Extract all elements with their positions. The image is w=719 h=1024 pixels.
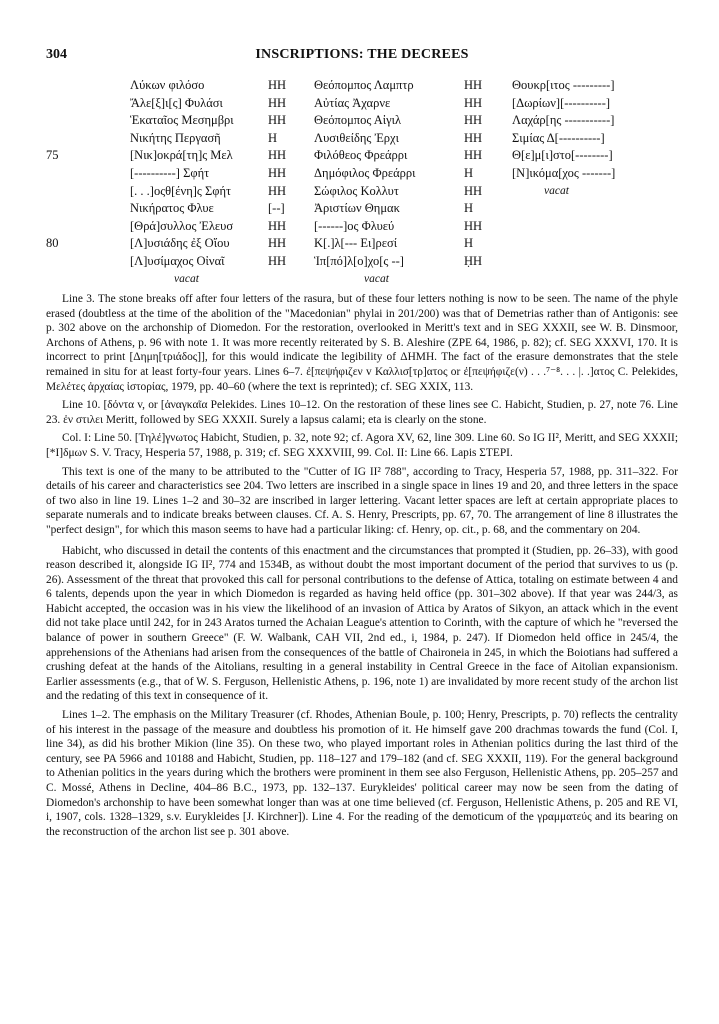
amount-col2: HH xyxy=(464,78,483,92)
vacat-col2: vacat xyxy=(364,272,389,285)
name-col2: Σώφιλος Κολλυτ xyxy=(314,183,399,198)
line-number: 75 xyxy=(46,148,59,163)
amount-col1: H xyxy=(268,130,278,145)
amount-col1: HH xyxy=(268,218,287,233)
name-col1: Νικήτης Περγασῆ xyxy=(130,130,221,145)
amount-col1: HH xyxy=(268,253,287,268)
name-col2: Θεόπομπος Αἰγιλ xyxy=(314,113,402,128)
name-col3: [Ν]ικόμα[χος -------] xyxy=(512,165,616,180)
name-col1: Νικήρατος Φλυε xyxy=(130,201,214,216)
amount-col2: H xyxy=(464,165,474,180)
inscription-row xyxy=(46,130,678,148)
amount-col2: HH xyxy=(464,95,483,110)
line-number: 80 xyxy=(46,236,59,251)
amount-col2: HH xyxy=(464,183,483,198)
name-col3: Θ[ε]μ[ι]στο[--------] xyxy=(512,148,613,163)
name-col2: Κ[.]λ[--- Ει]ρεσί xyxy=(314,236,398,251)
commentary-paragraph: Line 10. [δόντα v, or [ἀναγκαῖα Pelekides. Lines 10–12. On the restoration of these lines see C. Habicht, Studien, p. 27, note 76. Line 23. ἐν στιλει Meritt, followed by SEG XXXII. Surely a lapsus calami; eta is clearly on the stone. xyxy=(46,399,678,426)
name-col2: Θεόπομπος Λαμπτρ xyxy=(314,78,414,92)
inscription-row xyxy=(46,112,678,130)
amount-col2: ḤH xyxy=(464,253,483,268)
amount-col2: HH xyxy=(464,218,483,233)
amount-col2: H xyxy=(464,201,474,216)
amount-col1: HH xyxy=(268,78,287,92)
page-number: 304 xyxy=(46,47,67,62)
inscription-row xyxy=(46,147,678,165)
vacat-col1: vacat xyxy=(174,272,199,285)
name-col1: [Λ]υσίμαχος Οἰναῖ xyxy=(130,253,225,268)
inscription-row xyxy=(46,183,678,201)
name-col1: [Νικ]οκρά[τη]ς Μελ xyxy=(130,148,233,163)
amount-col1: [--] xyxy=(268,201,285,216)
name-col2: [------]ος Φλυεύ xyxy=(314,218,395,233)
commentary-paragraph: This text is one of the many to be attributed to the "Cutter of IG II² 788", according to Tracy, Hesperia 57, 1988, pp. 311–322. For details of his career and characteristics see 204. Two letters are inscribed in a single space in lines 19 and 20, and three letters in the space of two also in line 19. Lines 1–2 and 30–32 are inscribed in larger lettering. Vacant letter spaces are left at certain appropriate places to separate numerals and to indicate breaks between clauses. Cf. A. S. Henry, Prescripts, pp. 67, 70. The arrangement of line 8 illustrates the "perfect design", for which this mason seems to have had a particular liking: cf. Henry, op. cit., p. 68, and the commentary on 204. xyxy=(46,465,678,536)
amount-col2: HH xyxy=(464,148,483,163)
name-col2: Δημόφιλος Φρεάρρι xyxy=(314,165,416,180)
name-col2: Ἀριστίων Θημακ xyxy=(314,201,400,216)
name-col1: Ἄλε[ξ]ι[ς] Φυλάσι xyxy=(130,95,223,110)
commentary-paragraph: Habicht, who discussed in detail the contents of this enactment and the circumstances that prompted it (Studien, pp. 26–33), with good reason described it, alongside IG II², 774 and 1534B, as without doubt the most important document of the period that survives to us (p. 26). Assessment of the threat that provoked this call for personal contributions to the defense of Attica, totaling on estimate between 4 and 6 talents, depends upon the year in which Diomedon is regarded as having held office (pp. 301–302 above). If that year was 244/3, as Habicht accepted, the occasion was in his view the likelihood of an invasion of Attica by Aratos of Sikyon, an attack which in the event did not take place until 242, for in 243 Aratos turned the Achaian League's attention to Corinth, with the capture of which he "reversed the balance of power in southern Greece" (F. W. Walbank, CAH VII, 2nd ed., i, 1984, p. 247). If Diomedon held office in 245/4, the apprehensions of the Athenians had arisen from the consequences of the battle of Chaironeia in 245, in which the Boiotians had suffered a crushing defeat at the hands of the Aitolians, resulting in a general instability in Central Greece in the face of Aitolian expansionism. Earlier assessments (e.g., that of W. S. Ferguson, Hellenistic Athens, p. 196, note 1) are invalidated by more recent study of the archon list and the redating of this text in consequence of it. xyxy=(46,544,678,703)
inscription-row xyxy=(46,218,678,236)
amount-col1: HH xyxy=(268,113,287,128)
inscription-text xyxy=(46,77,678,285)
name-col1: [. . .]οςθ[ένη]ς Σφήτ xyxy=(130,183,232,198)
inscription-row xyxy=(46,235,678,253)
amount-col2: HH xyxy=(464,130,483,145)
amount-col1: HH xyxy=(268,165,287,180)
commentary-paragraph: Line 3. The stone breaks off after four letters of the rasura, but of these four letters nothing is now to be seen. The name of the phyle erased (doubtless at the time of the abolition of the "Macedonian" phylai in 201/200) was that of Demetrias rather than of Antigonis: see p. 302 above on the archonship of Diomedon. For the restoration, overlooked in Meritt's text and in SEG XXXII, see W. B. Dinsmoor, Archons of Athens, p. 96 with note 1. It was more recently reiterated by S. B. Aleshire (ZPE 64, 1986, p. 82); cf. SEG XXXVI, 170. It is incorrect to print [Δημη[τριάδος]], for this would indicate the legibility of ΔΗΜΗ. The fact of the erasure demonstrates that the stele remained in situ for at least forty-four years. Lines 6–7. ἐ[πεψήφιζεν v Καλλισ[τρ]ατος or ἐ[πεψήφιζε(ν) . . .⁷⁻⁸. . . |. .]ατος C. Pelekides, Μελέτες ἀρχαίας ἱστορίας, 1979, pp. 40–60 (where the text is reprinted); cf. SEG XXIX, 113. xyxy=(46,293,678,393)
inscription-row xyxy=(46,165,678,183)
inscription-row xyxy=(46,77,678,95)
name-col3: Σιμίας Δ[----------] xyxy=(512,130,605,145)
amount-col1: HH xyxy=(268,183,287,198)
name-col1: [Θρά]συλλος Ἐλευσ xyxy=(130,218,234,233)
inscription-row xyxy=(46,95,678,113)
name-col1: Λύκων φιλόσο xyxy=(130,78,205,92)
inscription-row xyxy=(46,253,678,271)
amount-col2: HH xyxy=(464,113,483,128)
commentary-paragraph: Col. I: Line 50. [Τηλέ]γνωτος Habicht, Studien, p. 32, note 92; cf. Agora XV, 62, line 309. Line 60. So IG II², Meritt, and SEG XXXII; [*Ι]δμων S. V. Tracy, Hesperia 57, 1988, p. 319; cf. SEG XXXVIII, 99. Col. II: Line 66. Lapis ΣΤΕΡΙ. xyxy=(46,432,678,459)
inscription-row xyxy=(46,200,678,218)
name-col1: [----------] Σφήτ xyxy=(130,165,210,180)
inscription-row xyxy=(46,271,678,289)
name-col1: [Λ]υσιάδης ἐξ Οἴου xyxy=(130,236,230,251)
name-col3: [Δωρίων][----------] xyxy=(512,95,611,110)
name-col2: Ἱπ[πό]λ[ο]χο[ς --] xyxy=(314,253,404,268)
vacat-col3: vacat xyxy=(544,184,569,197)
amount-col1: HH xyxy=(268,148,287,163)
commentary xyxy=(46,292,678,843)
name-col1: Ἑκαταῖος Μεσημβρι xyxy=(130,113,234,128)
running-head xyxy=(46,47,678,63)
name-col3: Λαχάρ[ης -----------] xyxy=(512,113,615,128)
page-title: INSCRIPTIONS: THE DECREES xyxy=(255,47,469,62)
commentary-paragraph: Lines 1–2. The emphasis on the Military Treasurer (cf. Rhodes, Athenian Boule, p. 100; Henry, Prescripts, p. 70) reflects the centrality of his interest in the passage of the measure and doubtless his promotion of it. He himself gave 200 drachmas towards the fund (Col. I, line 34), as did his brother Mikion (line 35). On these two, who played important roles in Athenian politics during the last third of the century, see PA 5966 and 10188 and Habicht, Studien, pp. 118–127 and 179–182 (and cf. SEG XXXII, 119). For the general background to Athenian politics in the years during which the brothers were prominent in them see also Ferguson, Hellenistic Athens, pp. 205–257 and C. Mossé, Athens in Decline, 404–86 B.C., 1973, pp. 132–137. Eurykleides' political career may now be seen from the dating of Diomedon's archonship to have been somewhat longer than was at one time believed (cf. Ferguson, Hellenistic Athens, p. 205 and RE VI, i, 1907, cols. 1328–1329, s.v. Eurykleides [J. Kirchner]). Line 4. For the reading of the demoticum of the γραμματεύς and its bearing on the reconstruction of the archon list see p. 301 above. xyxy=(46,709,678,838)
name-col2: Φιλόθεος Φρεάρρι xyxy=(314,148,408,163)
name-col2: Λυσιθείδης Ἐρχι xyxy=(314,130,399,145)
amount-col1: HH xyxy=(268,95,287,110)
name-col3: Θουκρ[ιτος ---------] xyxy=(512,78,615,92)
amount-col2: H xyxy=(464,236,474,251)
name-col2: Αὐτίας Ἀχαρνε xyxy=(314,95,391,110)
amount-col1: HH xyxy=(268,236,287,251)
